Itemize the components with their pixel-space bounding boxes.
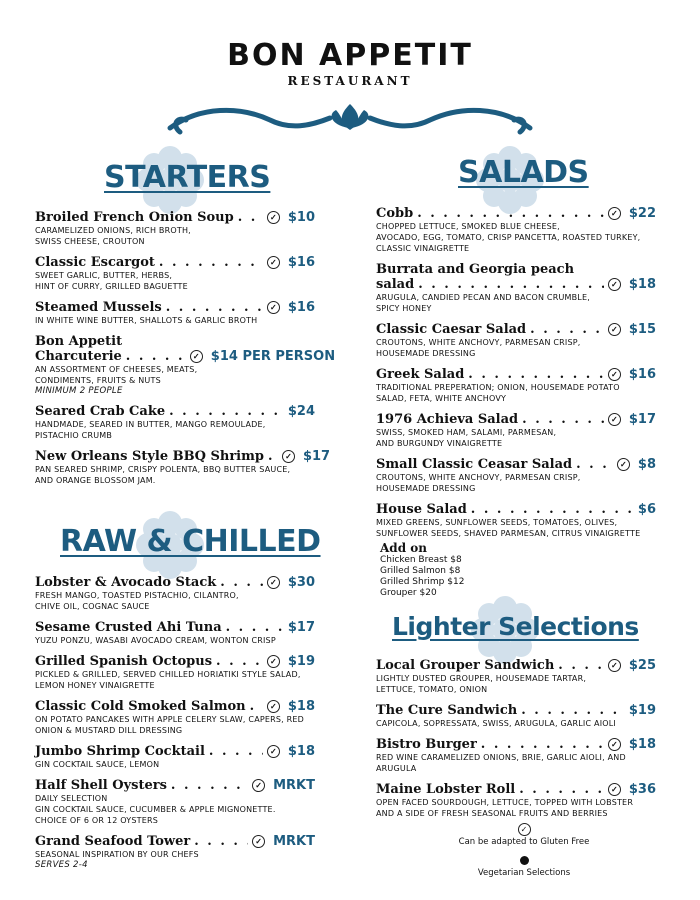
raw-chilled-heading: RAW & CHILLED [60, 524, 321, 559]
item-description: AN ASSORTMENT OF CHEESES, MEATS, [35, 365, 198, 374]
gluten-free-icon [252, 779, 265, 792]
item-name-line1: Bon Appetit [35, 334, 123, 349]
item-name: Jumbo Shrimp Cocktail [35, 744, 205, 759]
menu-item [376, 367, 656, 404]
item-description: ARUGULA [376, 764, 417, 773]
item-name: House Salad [376, 502, 467, 517]
gluten-free-icon [267, 700, 280, 713]
menu-item [35, 255, 315, 292]
gluten-free-icon [267, 301, 280, 314]
gluten-free-icon [252, 835, 265, 848]
menu-item [35, 744, 315, 770]
item-description: CROUTONS, WHITE ANCHOVY, PARMESAN CRISP, [376, 473, 581, 482]
menu-item [376, 502, 656, 539]
item-description: LETTUCE, TOMATO, ONION [376, 685, 488, 694]
gluten-free-icon [608, 413, 621, 426]
item-name: Lobster & Avocado Stack [35, 575, 217, 590]
item-description: GIN COCKTAIL SAUCE, CUCUMBER & APPLE MIGNONETTE. [35, 805, 276, 814]
item-price: $19 [287, 654, 315, 669]
item-price: $25 [628, 658, 656, 673]
lighter-selections-heading: Lighter Selections [392, 612, 639, 641]
item-price: $18 [628, 737, 656, 752]
menu-item [35, 404, 315, 441]
item-price: $36 [628, 782, 656, 797]
item-price: $6 [637, 502, 656, 517]
item-description: ON POTATO PANCAKES WITH APPLE CELERY SLAW, CAPERS, RED [35, 715, 305, 724]
gluten-free-icon [190, 350, 203, 363]
gluten-free-icon [282, 450, 295, 463]
item-description: FRESH MANGO, TOASTED PISTACHIO, CILANTRO, [35, 591, 239, 600]
menu-item [35, 575, 315, 612]
item-price: MRKT [273, 778, 315, 793]
item-name: salad [376, 277, 415, 292]
menu-item [376, 457, 656, 494]
gluten-free-icon [267, 576, 280, 589]
item-name: 1976 Achieva Salad [376, 412, 519, 427]
item-price: $18 [287, 699, 315, 714]
item-description: SALAD, FETA, WHITE ANCHOVY [376, 394, 507, 403]
item-price: MRKT [273, 834, 315, 849]
menu-item [376, 262, 656, 314]
restaurant-subtitle: RESTAURANT [287, 74, 413, 88]
item-name: The Cure Sandwich [376, 703, 518, 718]
item-price: $14 PER PERSON [210, 349, 336, 364]
item-name: Seared Crab Cake [35, 404, 166, 419]
item-description: HINT OF CURRY, GRILLED BAGUETTE [35, 282, 188, 291]
item-price: $17 [287, 620, 315, 635]
item-name: Cobb [376, 206, 414, 221]
item-price: $16 [628, 367, 656, 382]
item-description: LEMON HONEY VINAIGRETTE [35, 681, 155, 690]
item-price: $10 [287, 210, 315, 225]
item-name: Charcuterie [35, 349, 122, 364]
item-description: PISTACHIO CRUMB [35, 431, 113, 440]
item-price: $19 [628, 703, 656, 718]
item-description: SWISS CHEESE, CROUTON [35, 237, 145, 246]
menu-item [376, 206, 656, 254]
item-description: YUZU PONZU, WASABI AVOCADO CREAM, WONTON CRISP [35, 636, 276, 645]
gluten-free-icon [608, 368, 621, 381]
vegetarian-legend-label: Vegetarian Selections [477, 868, 571, 878]
item-description: ONION & MUSTARD DILL DRESSING [35, 726, 183, 735]
item-description: SWEET GARLIC, BUTTER, HERBS, [35, 271, 173, 280]
item-description: CROUTONS, WHITE ANCHOVY, PARMESAN CRISP, [376, 338, 581, 347]
item-description: CARAMELIZED ONIONS, RICH BROTH, [35, 226, 191, 235]
item-price: $16 [287, 300, 315, 315]
salads-list [376, 206, 656, 599]
item-description: AND A SIDE OF FRESH SEASONAL FRUITS AND BERRIES [376, 809, 608, 818]
item-description: PAN SEARED SHRIMP, CRISPY POLENTA, BBQ BUTTER SAUCE, [35, 465, 291, 474]
item-description: SWISS, SMOKED HAM, SALAMI, PARMESAN, [376, 428, 557, 437]
addon-item: Chicken Breast $8 [380, 555, 462, 565]
addon-title: Add on [380, 541, 427, 555]
item-name: Maine Lobster Roll [376, 782, 516, 797]
item-name: Bistro Burger [376, 737, 477, 752]
item-description: SEASONAL INSPIRATION BY OUR CHEFS [35, 850, 199, 859]
item-description: RED WINE CARAMELIZED ONIONS, BRIE, GARLIC AIOLI, AND [376, 753, 626, 762]
menu-item [35, 834, 315, 870]
item-name: Local Grouper Sandwich [376, 658, 555, 673]
gluten-free-icon [267, 211, 280, 224]
item-name: Greek Salad [376, 367, 465, 382]
gluten-free-icon [267, 256, 280, 269]
menu-item [35, 210, 315, 247]
menu-item [376, 737, 656, 774]
menu-item [376, 658, 656, 695]
item-name: Half Shell Oysters [35, 778, 167, 793]
menu-item [35, 654, 315, 691]
menu-item [376, 412, 656, 449]
item-note: MINIMUM 2 PEOPLE [35, 386, 123, 396]
item-description: CONDIMENTS, FRUITS & NUTS [35, 376, 161, 385]
gluten-free-icon [267, 655, 280, 668]
item-description: GIN COCKTAIL SAUCE, LEMON [35, 760, 160, 769]
gluten-free-icon [608, 207, 621, 220]
addon-section [376, 541, 656, 599]
gluten-free-icon [617, 458, 630, 471]
vegetarian-legend [384, 856, 664, 878]
item-description: HOUSEMADE DRESSING [376, 349, 476, 358]
item-name: Sesame Crusted Ahi Tuna [35, 620, 222, 635]
item-price: $18 [628, 277, 656, 292]
item-price: $16 [287, 255, 315, 270]
item-description: IN WHITE WINE BUTTER, SHALLOTS & GARLIC BROTH [35, 316, 258, 325]
item-name-line1: Burrata and Georgia peach [376, 262, 575, 277]
item-name: New Orleans Style BBQ Shrimp [35, 449, 264, 464]
gluten-free-icon [518, 823, 531, 836]
addon-item: Grouper $20 [380, 588, 437, 598]
item-description: CHOPPED LETTUCE, SMOKED BLUE CHEESE, [376, 222, 560, 231]
gluten-free-icon [608, 738, 621, 751]
item-price: $18 [287, 744, 315, 759]
menu-item [35, 778, 315, 826]
item-name: Broiled French Onion Soup [35, 210, 234, 225]
item-price: $24 [287, 404, 315, 419]
item-price: $22 [628, 206, 656, 221]
item-price: $17 [302, 449, 331, 464]
item-price: $17 [628, 412, 656, 427]
menu-item [376, 703, 656, 729]
item-description: HOUSEMADE DRESSING [376, 484, 476, 493]
gluten-free-icon [608, 659, 621, 672]
gluten-free-icon [267, 745, 280, 758]
vegetarian-icon [520, 856, 529, 865]
menu-item [35, 300, 315, 326]
item-description: HANDMADE, SEARED IN BUTTER, MANGO REMOULADE, [35, 420, 266, 429]
item-description: CHOICE OF 6 OR 12 OYSTERS [35, 816, 159, 825]
item-price: $30 [287, 575, 315, 590]
item-description: AND BURGUNDY VINAIGRETTE [376, 439, 503, 448]
item-description: CHIVE OIL, COGNAC SAUCE [35, 602, 150, 611]
restaurant-title: BON APPETIT [227, 38, 473, 73]
item-name: Small Classic Ceasar Salad [376, 457, 573, 472]
lighter-selections-list [376, 658, 656, 827]
item-description: DAILY SELECTION [35, 794, 108, 803]
starters-list [35, 210, 336, 494]
item-description: SPICY HONEY [376, 304, 432, 313]
item-name: Grilled Spanish Octopus [35, 654, 213, 669]
starters-heading: STARTERS [104, 160, 271, 195]
item-name: Classic Escargot [35, 255, 155, 270]
gluten-free-legend-label: Can be adapted to Gluten Free [458, 837, 590, 847]
item-price: $8 [637, 457, 656, 472]
menu-item [35, 620, 315, 646]
item-description: CLASSIC VINAIGRETTE [376, 244, 470, 253]
item-description: LIGHTLY DUSTED GROUPER, HOUSEMADE TARTAR, [376, 674, 587, 683]
gluten-free-icon [608, 783, 621, 796]
item-description: ARUGULA, CANDIED PECAN AND BACON CRUMBLE, [376, 293, 590, 302]
item-description: TRADITIONAL PREPERATION; ONION, HOUSEMADE POTATO [376, 383, 620, 392]
item-description: AND ORANGE BLOSSOM JAM. [35, 476, 156, 485]
item-note: SERVES 2-4 [35, 860, 88, 870]
menu-item [35, 334, 336, 396]
item-description: CAPICOLA, SOPRESSATA, SWISS, ARUGULA, GARLIC AIOLI [376, 719, 616, 728]
addon-item: Grilled Shrimp $12 [380, 577, 465, 587]
item-description: AVOCADO, EGG, TOMATO, CRISP PANCETTA, ROASTED TURKEY, [376, 233, 641, 242]
item-name: Grand Seafood Tower [35, 834, 191, 849]
menu-item [376, 782, 656, 819]
menu-item [35, 449, 331, 486]
item-name: Classic Cold Smoked Salmon [35, 699, 246, 714]
menu-item [376, 322, 656, 359]
addon-item: Grilled Salmon $8 [380, 566, 461, 576]
salads-heading: SALADS [458, 155, 589, 190]
gluten-free-icon [608, 278, 621, 291]
item-description: SUNFLOWER SEEDS, SHAVED PARMESAN, CITRUS VINAIGRETTE [376, 529, 641, 538]
item-name: Steamed Mussels [35, 300, 162, 315]
gluten-free-icon [608, 323, 621, 336]
item-description: MIXED GREENS, SUNFLOWER SEEDS, TOMATOES, OLIVES, [376, 518, 618, 527]
scroll-ornament [160, 96, 540, 142]
raw-chilled-list [35, 575, 315, 878]
item-price: $15 [628, 322, 656, 337]
gluten-free-legend [384, 824, 664, 847]
menu-item [35, 699, 315, 736]
item-name: Classic Caesar Salad [376, 322, 527, 337]
item-description: OPEN FACED SOURDOUGH, LETTUCE, TOPPED WITH LOBSTER [376, 798, 634, 807]
item-description: PICKLED & GRILLED, SERVED CHILLED HORIATIKI STYLE SALAD, [35, 670, 301, 679]
